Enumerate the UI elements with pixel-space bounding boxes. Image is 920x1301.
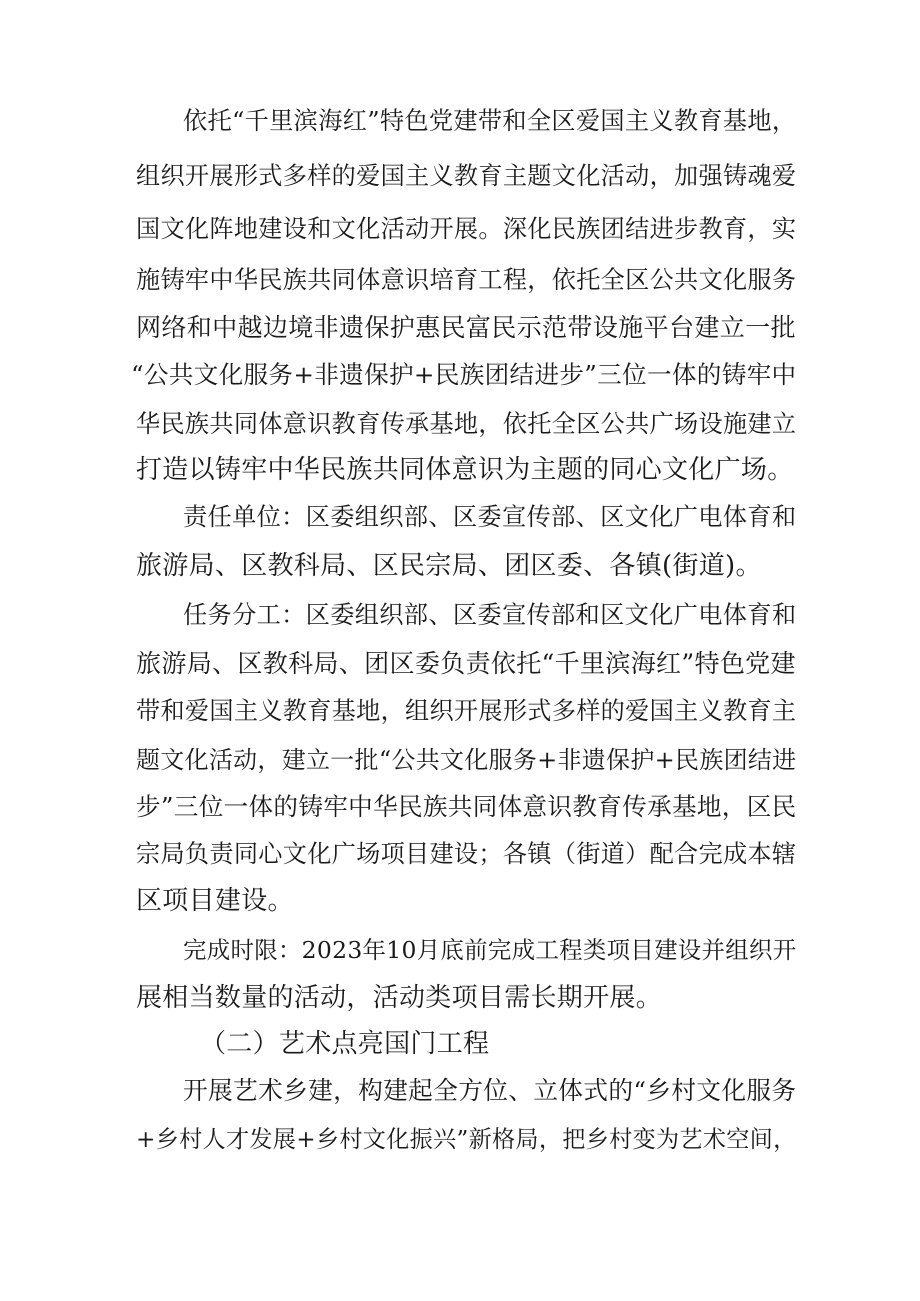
text-line: 旅游局、区教科局、区民宗局、团区委、各镇(街道)。 [136, 551, 762, 581]
text-line: 责任单位：区委组织部、区委宣传部、区文化广电体育和 [183, 502, 797, 531]
text-line: 任务分工：区委组织部、区委宣传部和区文化广电体育和 [183, 600, 797, 629]
text-line: 带和爱国主义教育基地，组织开展形式多样的爱国主义教育主 [136, 697, 797, 725]
text-line: +乡村人才发展+乡村文化振兴”新格局，把乡村变为艺术空间， [136, 1127, 797, 1153]
text-line: 网络和中越边境非遗保护惠民富民示范带设施平台建立一批 [136, 313, 796, 342]
text-line: 步”三位一体的铸牢中华民族共同体意识教育传承基地，区民 [136, 792, 797, 821]
text-line: 展相当数量的活动，活动类项目需长期开展。 [136, 983, 663, 1013]
text-line: “公共文化服务+非遗保护+民族团结进步”三位一体的铸牢中 [131, 360, 797, 389]
text-line: 施铸牢中华民族共同体意识培育工程，依托全区公共文化服务 [136, 266, 797, 294]
text-line: 宗局负责同心文化广场项目建设；各镇（街道）配合完成本辖 [136, 840, 797, 868]
text-line: 旅游局、区教科局、团区委负责依托“千里滨海红”特色党建 [136, 649, 796, 678]
section-heading: （二）艺术点亮国门工程 [200, 1029, 490, 1059]
text-line: 打造以铸牢中华民族共同体意识为主题的同心文化广场。 [136, 455, 794, 485]
text-line: 开展艺术乡建，构建起全方位、立体式的“乡村文化服务 [183, 1076, 797, 1105]
text-line: 区项目建设。 [136, 886, 294, 916]
text-line: 依托“千里滨海红”特色党建带和全区爱国主义教育基地， [183, 107, 797, 135]
text-line: 华民族共同体意识教育传承基地，依托全区公共广场设施建立 [136, 410, 797, 438]
text-line: 题文化活动，建立一批“公共文化服务+非遗保护+民族团结进 [136, 746, 797, 774]
text-line: 国文化阵地建设和文化活动开展。深化民族团结进步教育，实 [136, 215, 797, 243]
text-line: 组织开展形式多样的爱国主义教育主题文化活动，加强铸魂爱 [136, 162, 797, 190]
text-line: 完成时限：2023年10月底前完成工程类项目建设并组织开 [183, 936, 797, 964]
